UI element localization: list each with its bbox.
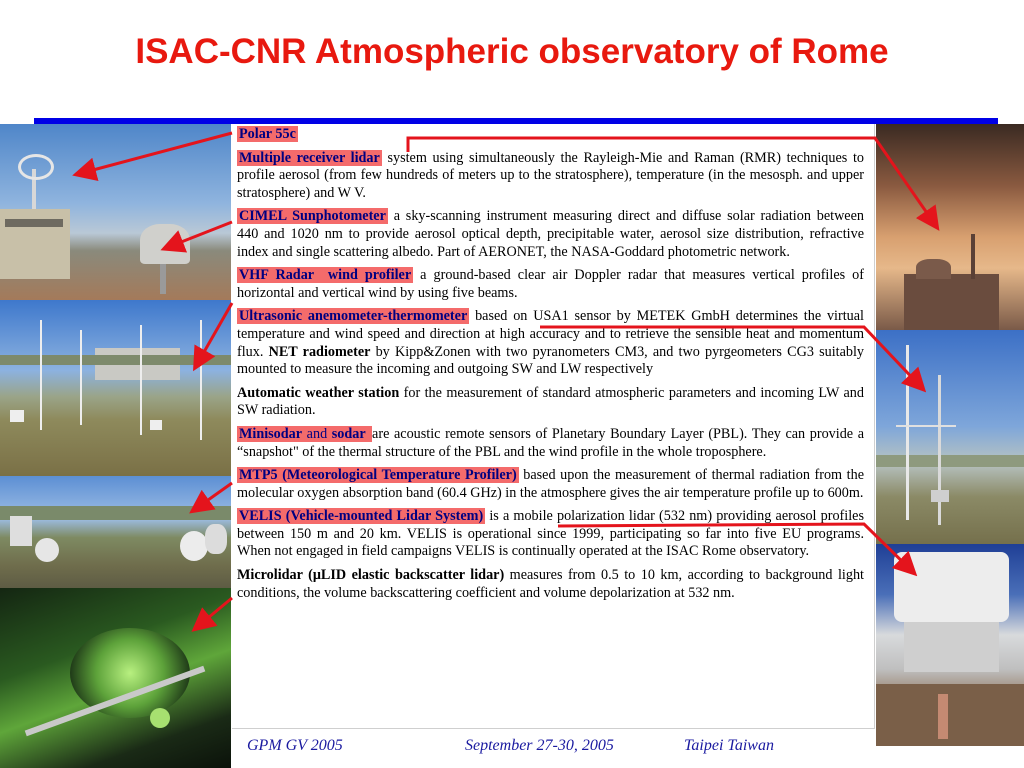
label-vhf-radar: VHF Radar wind profiler xyxy=(239,267,412,284)
label-velis: VELIS (Vehicle-mounted Lidar System) xyxy=(239,508,484,525)
item-microlidar xyxy=(237,567,864,602)
photo-mtp5-profiler xyxy=(876,544,1024,746)
item-minisodar xyxy=(237,426,864,461)
label-minisodar-and: and xyxy=(302,425,332,442)
label-automatic-weather-station: Automatic weather station xyxy=(237,384,400,401)
label-cimel-sunphotometer: CIMEL Sunphotometer xyxy=(239,208,386,225)
photo-radar-field xyxy=(0,300,231,476)
text-mtp5: based upon the measurement of thermal radiation from the molecular oxygen absorption band (60.4 GHz) in the atmosphere gives the air temperature profile up to 600m. xyxy=(237,467,864,501)
text-multiple-receiver-lidar: system using simultaneously the Rayleigh-Mie and Raman (RMR) techniques to profile aerosol (from few hundreds of meters up to the stratosphere), temperature (in the mesosph. and upper stratosphere) and W V. xyxy=(237,149,864,201)
photo-observatory-roof xyxy=(0,124,231,300)
item-mtp5 xyxy=(237,467,864,502)
label-minisodar xyxy=(237,426,372,442)
text-microlidar: measures from 0.5 to 10 km, according to background light conditions, the volume backscattering coefficient and volume depolarization at 532 nm. xyxy=(237,567,864,601)
footer-event: GPM GV 2005 xyxy=(247,737,343,754)
item-vhf-radar xyxy=(237,267,864,302)
text-minisodar: are acoustic remote sensors of Planetary Boundary Layer (PBL). They can provide a “snapshot" of the thermal structure of the PBL and the wind profile in the whole troposphere. xyxy=(237,425,864,460)
label-minisodar-name: Minisodar xyxy=(239,425,303,442)
slide-title: ISAC-CNR Atmospheric observatory of Rome xyxy=(135,32,889,71)
photo-lidar-interior xyxy=(0,588,231,768)
label-polar-55c: Polar 55c xyxy=(239,126,296,142)
item-polar-55c xyxy=(237,126,864,144)
instrument-list xyxy=(237,126,864,608)
footer-location: Taipei Taiwan xyxy=(684,737,774,754)
label-multiple-receiver-lidar: Multiple receiver lidar xyxy=(239,149,380,166)
item-cimel-sunphotometer xyxy=(237,208,864,261)
photo-sunset-observatory xyxy=(876,124,1024,330)
item-velis xyxy=(237,508,864,561)
label-sodar-name: sodar xyxy=(331,425,371,442)
text-net-radiometer: by Kipp&Zonen with two pyranometers CM3, and two pyrgeometers CG3 suitably mounted to measure the incoming and outgoing SW and LW respectively xyxy=(237,343,865,378)
text-velis: is a mobile polarization lidar (532 nm) providing aerosol profiles between 150 m and 20 km. VELIS is operational since 1999, participating so far into five EU programs. When not engaged in field campaigns VELIS is continually operated at the ISAC Rome observatory. xyxy=(237,508,864,560)
label-microlidar: Microlidar (μLID elastic backscatter lidar) xyxy=(237,567,505,584)
text-ultrasonic-anemometer: based on USA1 sensor by METEK GmbH determines the virtual temperature and wind speed and direction at high accuracy and to retrieve the sensible heat and momentum flux. xyxy=(237,308,865,360)
text-automatic-weather-station: for the measurement of standard atmospheric parameters and incoming LW and SW radiation. xyxy=(237,384,864,419)
photo-sodar-field xyxy=(0,476,231,588)
item-ultrasonic-anemometer xyxy=(237,308,864,378)
label-net-radiometer: NET radiometer xyxy=(268,343,371,360)
text-vhf-radar: a ground-based clear air Doppler radar that measures vertical profiles of horizontal and vertical wind by using five beams. xyxy=(237,267,864,301)
item-multiple-receiver-lidar xyxy=(237,150,864,203)
text-cimel-sunphotometer: a sky-scanning instrument measuring direct and diffuse solar radiation between 440 and 1020 nm to provide aerosol optical depth, precipitable water, aerosol size distribution, refractive index and single scattering albedo. Part of AERONET, the NASA-Goddard photometric network. xyxy=(237,208,864,260)
item-automatic-weather-station xyxy=(237,385,864,420)
label-ultrasonic-anemometer: Ultrasonic anemometer-thermometer xyxy=(239,308,468,325)
footer-dates: September 27-30, 2005 xyxy=(465,737,614,754)
photo-weather-mast xyxy=(876,330,1024,544)
label-mtp5: MTP5 (Meteorological Temperature Profiler) xyxy=(239,467,517,484)
